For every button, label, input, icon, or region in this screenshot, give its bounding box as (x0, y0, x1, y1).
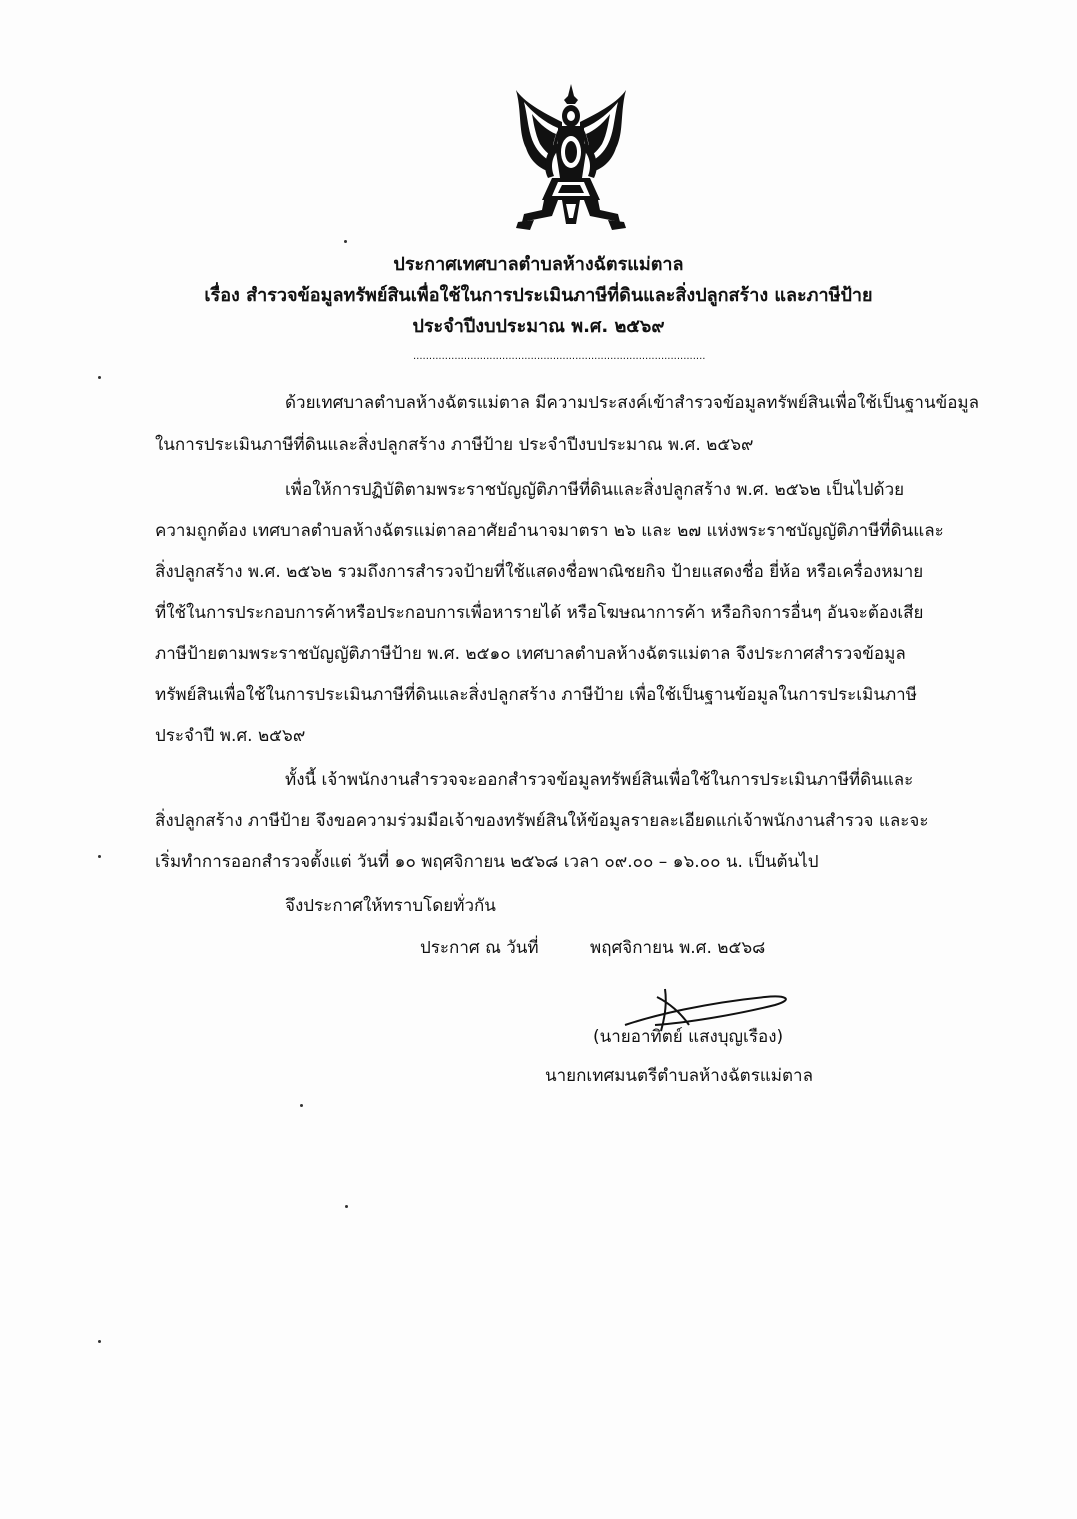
announcement-title: ประกาศเทศบาลตำบลห้างฉัตรแม่ตาล (393, 254, 684, 275)
paragraph-2-line-4: ที่ใช้ในการประกอบการค้าหรือประกอบการเพื่อหารายได้ หรือโฆษณาการค้า หรือกิจการอื่นๆ อันจะต้องเสีย (155, 603, 924, 623)
paragraph-2-line-2: ความถูกต้อง เทศบาลตำบลห้างฉัตรแม่ตาลอาศัยอำนาจมาตรา ๒๖ และ ๒๗ แห่งพระราชบัญญัติภาษีที่ดินและ (155, 521, 944, 541)
paragraph-3-line-2: สิ่งปลูกสร้าง ภาษีป้าย จึงขอความร่วมมือเจ้าของทรัพย์สินให้ข้อมูลรายละเอียดแก่เจ้าพนักงานสำรวจ และจะ (155, 811, 929, 831)
paragraph-2-line-5: ภาษีป้ายตามพระราชบัญญัติภาษีป้าย พ.ศ. ๒๕๑๐ เทศบาลตำบลห้างฉัตรแม่ตาล จึงประกาศสำรวจข้อมูล (155, 644, 906, 664)
scan-speck (98, 376, 101, 379)
paragraph-2-line-7: ประจำปี พ.ศ. ๒๕๖๙ (155, 726, 306, 746)
signatory-name: (นายอาทิตย์ แสงบุญเรือง) (593, 1027, 784, 1047)
date-label: ประกาศ ณ วันที่ (420, 938, 539, 958)
scan-speck (344, 240, 347, 243)
fiscal-year-line: ประจำปีงบประมาณ พ.ศ. ๒๕๖๙ (412, 316, 665, 337)
garuda-emblem-icon (512, 82, 630, 232)
paragraph-2-line-3: สิ่งปลูกสร้าง พ.ศ. ๒๕๖๒ รวมถึงการสำรวจป้ายที่ใช้แสดงชื่อพาณิชยกิจ ป้ายแสดงชื่อ ยี่ห้อ หรือเครื่องหมาย (155, 562, 924, 582)
scan-speck (98, 1340, 101, 1343)
dotted-separator: ............................................................................................ (413, 354, 706, 360)
signatory-title: นายกเทศมนตรีตำบลห้างฉัตรแม่ตาล (545, 1066, 813, 1086)
paragraph-1-line-2: ในการประเมินภาษีที่ดินและสิ่งปลูกสร้าง ภาษีป้าย ประจำปีงบประมาณ พ.ศ. ๒๕๖๙ (155, 435, 754, 455)
paragraph-3-line-3: เริ่มทำการออกสำรวจตั้งแต่ วันที่ ๑๐ พฤศจิกายน ๒๕๖๘ เวลา ๐๙.๐๐ – ๑๖.๐๐ น. เป็นต้นไป (155, 852, 819, 872)
paragraph-3-line-1: ทั้งนี้ เจ้าพนักงานสำรวจจะออกสำรวจข้อมูลทรัพย์สินเพื่อใช้ในการประเมินภาษีที่ดินและ (285, 770, 914, 790)
date-value: พฤศจิกายน พ.ศ. ๒๕๖๘ (590, 938, 766, 958)
announcement-subject: เรื่อง สำรวจข้อมูลทรัพย์สินเพื่อใช้ในการประเมินภาษีที่ดินและสิ่งปลูกสร้าง และภาษีป้าย (204, 285, 873, 306)
paragraph-2-line-6: ทรัพย์สินเพื่อใช้ในการประเมินภาษีที่ดินและสิ่งปลูกสร้าง ภาษีป้าย เพื่อใช้เป็นฐานข้อมูลในการประเมินภาษี (155, 685, 917, 705)
closing-statement: จึงประกาศให้ทราบโดยทั่วกัน (285, 896, 496, 916)
scan-speck (345, 1205, 348, 1208)
paragraph-1-line-1: ด้วยเทศบาลตำบลห้างฉัตรแม่ตาล มีความประสงค์เข้าสำรวจข้อมูลทรัพย์สินเพื่อใช้เป็นฐานข้อมูล (285, 393, 980, 413)
scan-speck (300, 1104, 303, 1107)
scan-speck (98, 855, 101, 858)
paragraph-2-line-1: เพื่อให้การปฏิบัติตามพระราชบัญญัติภาษีที่ดินและสิ่งปลูกสร้าง พ.ศ. ๒๕๖๒ เป็นไปด้วย (285, 480, 905, 500)
